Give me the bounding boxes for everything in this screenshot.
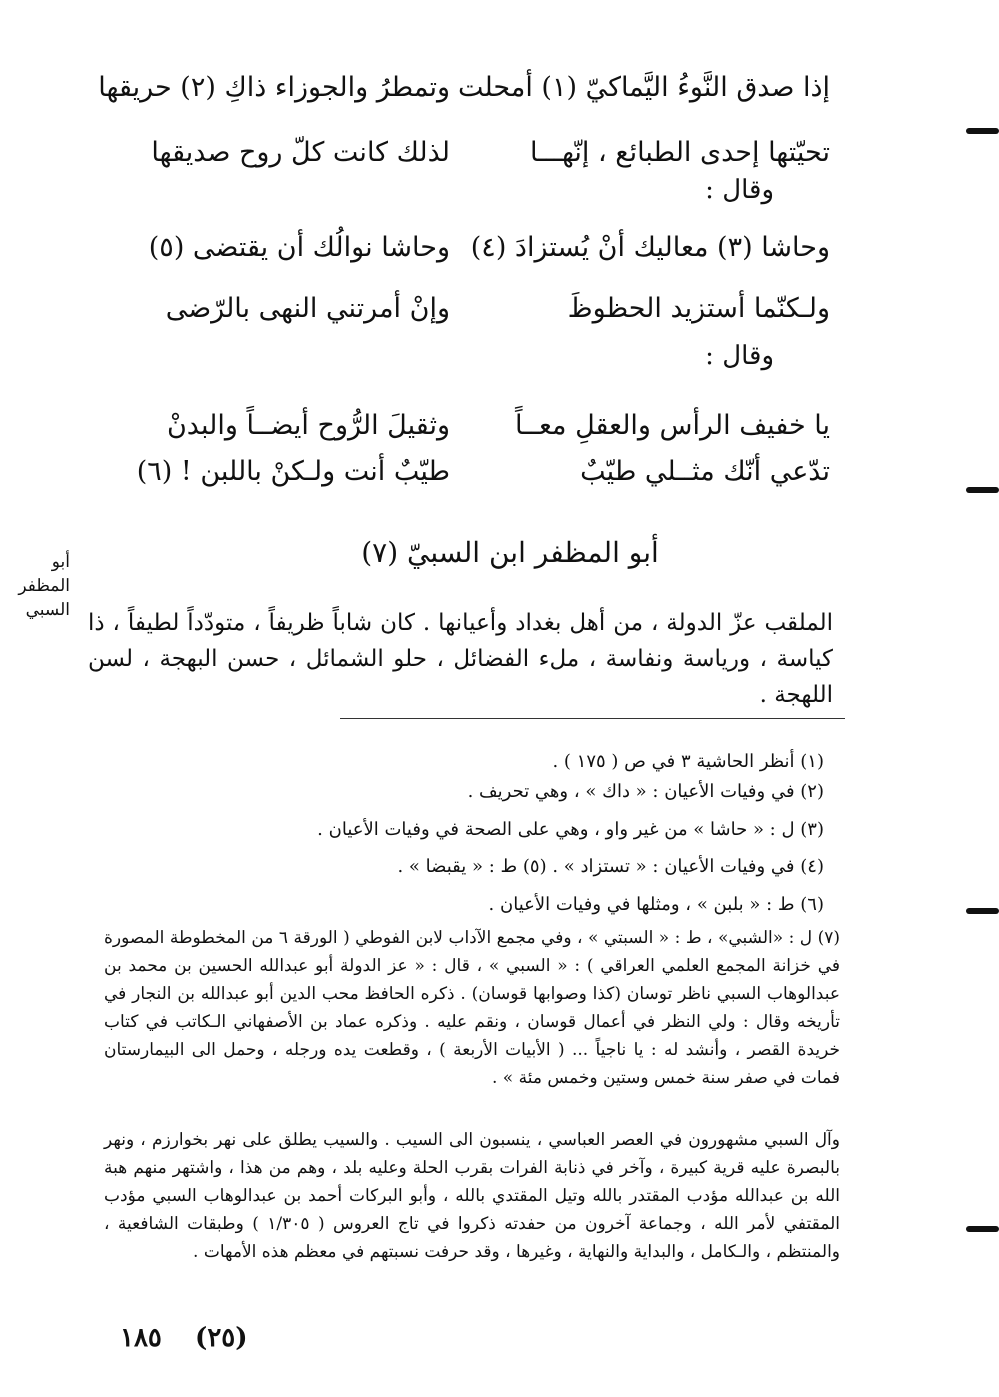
verse-line — [90, 283, 830, 335]
verse-hemistich-first: تدّعي أنّك مثــلي طيّبٌ — [580, 456, 830, 487]
footnote-divider — [340, 718, 845, 719]
verse-line — [90, 400, 830, 452]
verse-hemistich-second: وحاشا نوالُك أن يقتضى (٥) — [148, 232, 450, 263]
scan-edge-mark — [966, 128, 999, 134]
verse-hemistich-first: يا خفيف الرأس والعقلِ معــاً — [514, 410, 830, 441]
footnote: (٣) ل : « حاشا » من غير واو ، وهي على الصحة في وفيات الأعيان . — [317, 819, 824, 840]
verse-hemistich-first: إذا صدق النَّوءُ اليَّماكيّ (١) أمحلت — [457, 72, 830, 103]
scan-edge-mark — [966, 908, 999, 914]
footnote-long: وآل السبي مشهورون في العصر العباسي ، ينسبون الى السيب . والسيب يطلق على نهر بخوارزم ، ونهر بالبصرة عليه قرية كبيرة ، وآخر في ذنابة الفرات بقرب الحلة وعليه بلد ، وهم من هذا ، واشتهر منهم هبة الله بن عبدالله مؤدب المقتدر بالله وتيل المقتدي بالله ، وأبو البركات أحمد بن عبدالوهاب السبي مؤدب المقتفي لأمر الله ، وجماعة آخرون من حفدته ذكروا في تاج العروس ( ١/٣٠٥ ) وطبقات الشافعية ، والمنتظم ، والـكامل ، والبداية والنهاية ، وغيرها ، وقد حرفت نسبتهم في معظم هذه الأمهات . — [104, 1130, 840, 1262]
verse-intro: وقال : — [705, 341, 774, 371]
footnote: (٢) في وفيات الأعيان : « داك » ، وهي تحريف . — [467, 781, 824, 802]
margin-note: أبو المظفر السبي — [18, 552, 70, 620]
scan-edge-mark — [966, 487, 999, 493]
section-title: أبو المظفر ابن السبيّ (٧) — [361, 536, 659, 569]
footnote: (٤) في وفيات الأعيان : « تستزاد » . (٥) ط : « يقبضا » . — [397, 856, 824, 877]
part-page-number: (٢٥) — [195, 1323, 248, 1353]
verse-hemistich-second: وتمطرُ والجوزاء ذاكِ (٢) حريقها — [98, 72, 450, 103]
footnote: (٦) ط : « بلبن » ، ومثلها في وفيات الأعيان . — [488, 894, 824, 915]
scan-edge-mark — [966, 1226, 999, 1232]
verse-intro: وقال : — [705, 175, 774, 205]
verse-hemistich-first: ولـكنّما أستزيد الحظوظَ — [567, 293, 830, 324]
verse-line — [90, 62, 830, 114]
verse-hemistich-second: وثقيلَ الرُّوح أيضــاً والبدنْ — [166, 410, 450, 441]
book-page-number: ١٨٥ — [120, 1323, 162, 1353]
verse-hemistich-first: وحاشا (٣) معاليك أنْ يُستزادَ (٤) — [470, 232, 830, 263]
verse-hemistich-first: تحيّتها إحدى الطبائع ، إنّهـــا — [529, 137, 830, 168]
verse-hemistich-second: لذلك كانت كلّ روح صديقها — [151, 137, 450, 168]
biography-paragraph: الملقب عزّ الدولة ، من أهل بغداد وأعيانها . كان شاباً ظريفاً ، متودّداً لطيفاً ، ذا كياسة ، ورياسة ونفاسة ، ملء الفضائل ، حلو الشمائل ، حسن البهجة ، لسن اللهجة . — [88, 610, 833, 708]
verse-hemistich-second: طيّبٌ أنت ولـكنْ باللبن ! (٦) — [136, 456, 450, 487]
footnote-long: (٧) ل : «الشبي» ، ط : « السبتي » ، وفي مجمع الآداب لابن الفوطي ( الورقة ٦ من المخطوطة المصورة في خزانة المجمع العلمي العراقي ) : « السبي » ، قال : « عز الدولة أبو عبدالله الحسين بن محمد بن عبدالوهاب السبي ناظر توسان (كذا وصوابها قوسان) . ذكره الحافظ محب الدين أبو عبدالله بن النجار في تأريخه وقال : ولي النظر في أعمال قوسان ، ونقم عليه . وذكره عماد بن الأصفهاني الـكاتب في كتاب خريدة القصر ، وأنشد له : يا ناجياً ... ( الأبيات الأربعة ) ، وقطعت يده ورجله ، وحمل الى البيمارستان فمات في صفر سنة خمس وستين وخمس مئة » . — [104, 928, 840, 1088]
verse-line — [90, 446, 830, 498]
footnote: (١) أنظر الحاشية ٣ في ص ( ١٧٥ ) . — [552, 751, 824, 772]
verse-line — [90, 222, 830, 274]
verse-hemistich-second: وإنْ أمرتني النهى بالرّضى — [165, 293, 450, 324]
